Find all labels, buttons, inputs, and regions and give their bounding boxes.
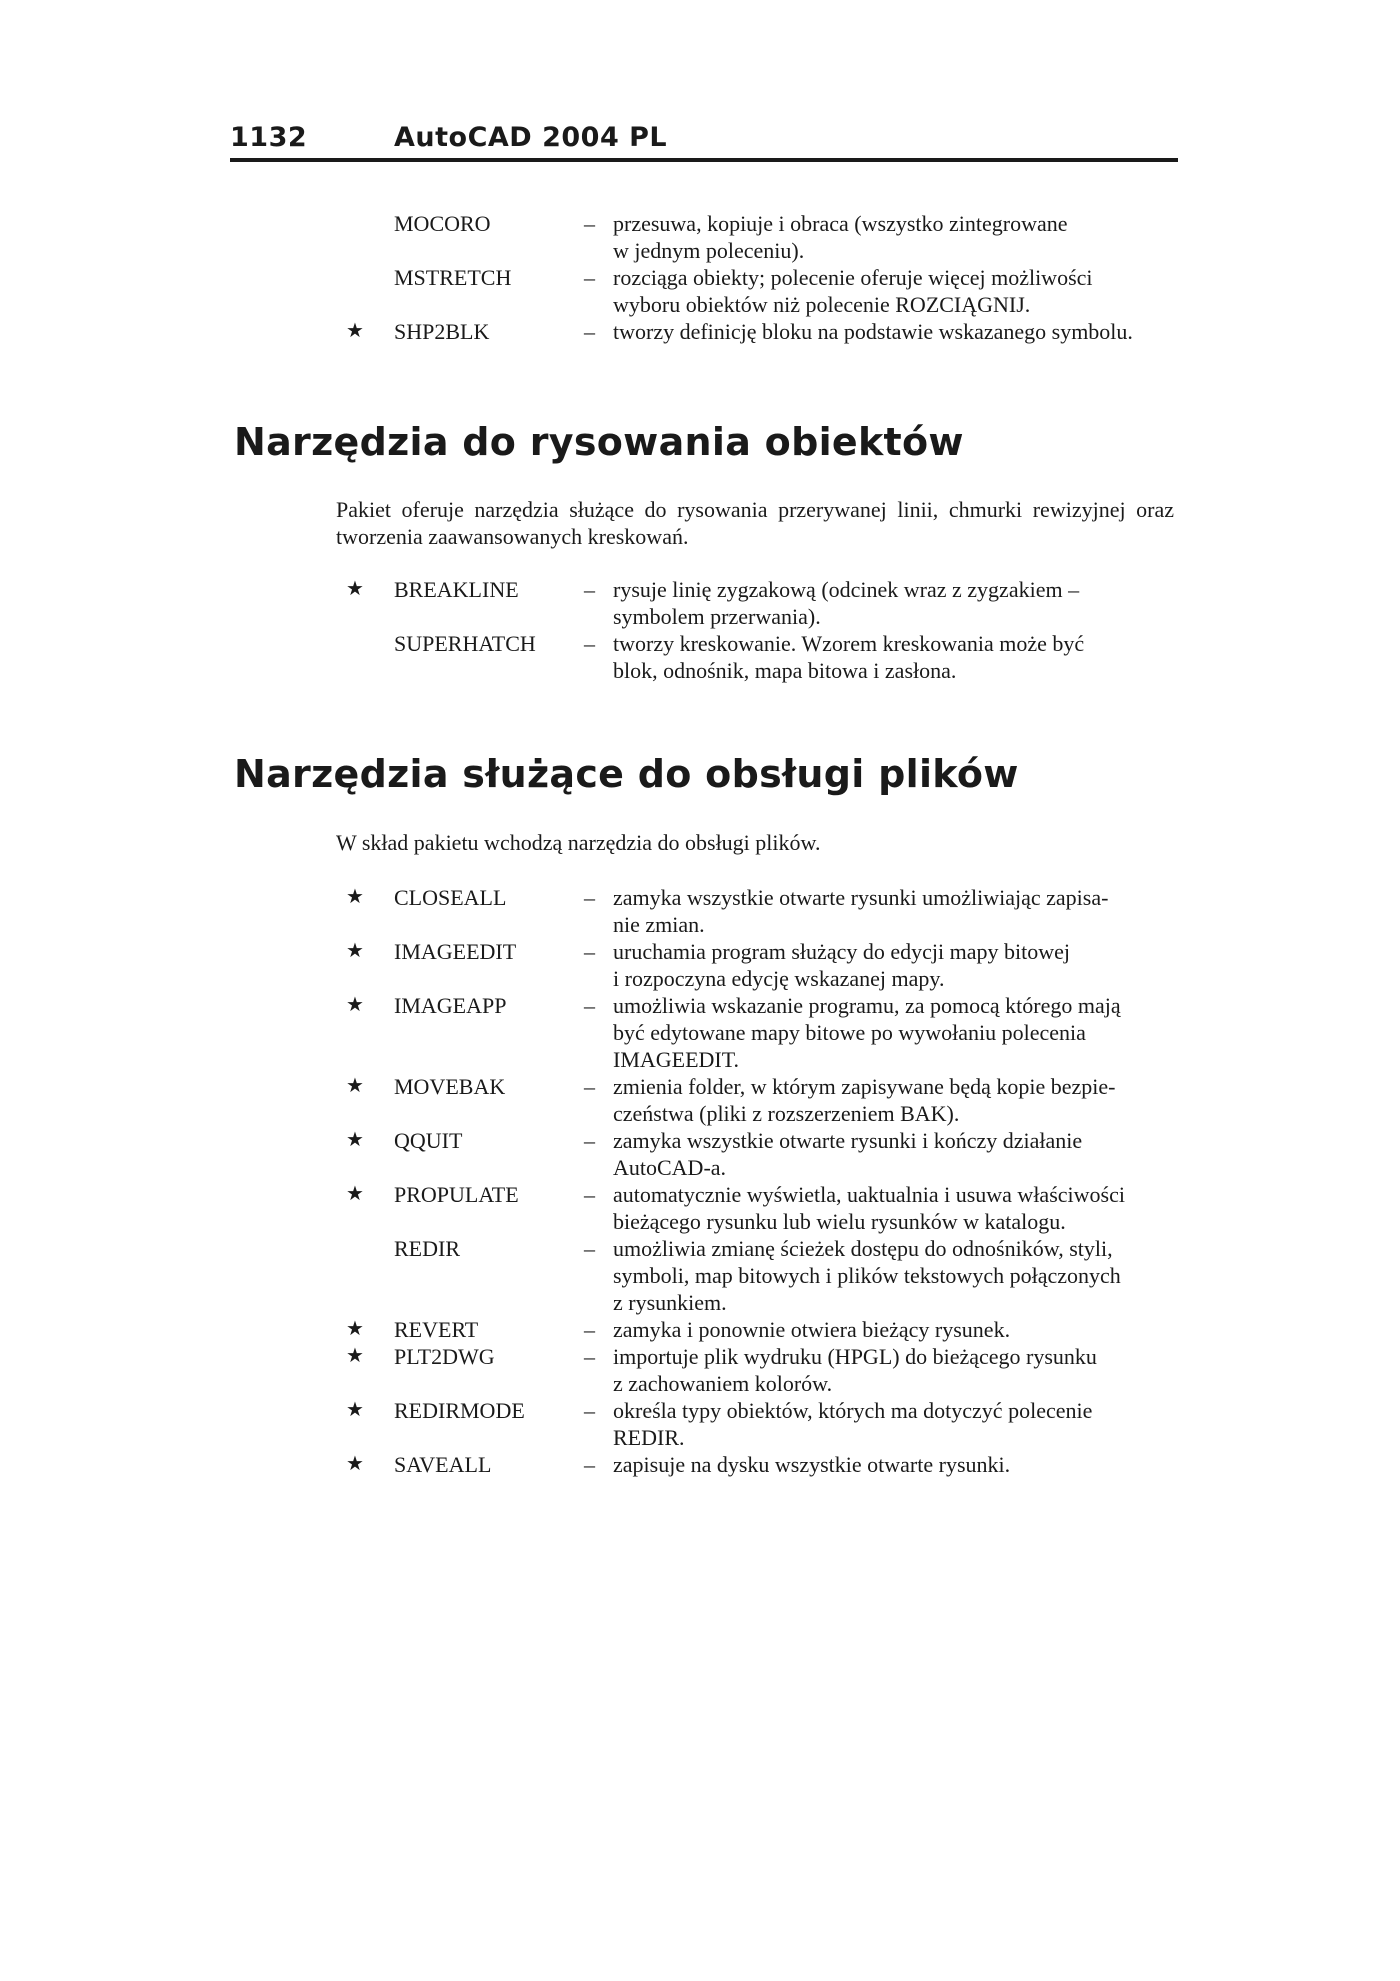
- command-description: uruchamia program służący do edycji mapy bitowej i rozpoczyna edycję wskazanej mapy.: [613, 939, 1070, 991]
- dash-separator: –: [584, 885, 595, 910]
- dash-separator: –: [584, 1182, 595, 1207]
- command-description: zamyka wszystkie otwarte rysunki i kończy działanie AutoCAD-a.: [613, 1128, 1083, 1180]
- command-name: CLOSEALL: [394, 885, 507, 910]
- dash-separator: –: [584, 211, 595, 236]
- star-icon: ★: [346, 1453, 364, 1475]
- dash-separator: –: [584, 993, 595, 1018]
- command-entry: [0, 1073, 1400, 1127]
- star-icon: ★: [346, 1183, 364, 1205]
- command-name: BREAKLINE: [394, 577, 519, 602]
- command-name: MOCORO: [394, 211, 491, 236]
- command-description: określa typy obiektów, których ma dotyczyć polecenie REDIR.: [613, 1398, 1093, 1450]
- command-name: REDIR: [394, 1236, 460, 1261]
- command-name: REDIRMODE: [394, 1398, 525, 1423]
- command-description: zmienia folder, w którym zapisywane będą kopie bezpie- czeństwa (pliki z rozszerzeniem BAK).: [613, 1074, 1116, 1126]
- command-entry: [0, 938, 1400, 992]
- dash-separator: –: [584, 1317, 595, 1342]
- star-icon: ★: [346, 1129, 364, 1151]
- page-number: 1132: [230, 122, 308, 153]
- section-intro-drawing: Pakiet oferuje narzędzia służące do rysowania przerywanej linii, chmurki rewizyjnej oraz tworzenia zaawansowanych kreskowań.: [336, 497, 1174, 549]
- command-entry: [0, 1316, 1400, 1343]
- command-entry: [0, 1181, 1400, 1235]
- star-icon: ★: [346, 578, 364, 600]
- command-entry: [0, 576, 1400, 630]
- command-entry: [0, 1343, 1400, 1397]
- command-description: umożliwia wskazanie programu, za pomocą którego mają być edytowane mapy bitowe po wywołaniu polecenia IMAGEEDIT.: [613, 993, 1121, 1072]
- command-description: tworzy kreskowanie. Wzorem kreskowania może być blok, odnośnik, mapa bitowa i zasłona.: [613, 631, 1085, 683]
- command-entry: [0, 318, 1400, 345]
- dash-separator: –: [584, 1398, 595, 1423]
- command-description: automatycznie wyświetla, uaktualnia i usuwa właściwości bieżącego rysunku lub wielu rysunków w katalogu.: [613, 1182, 1125, 1234]
- command-description: tworzy definicję bloku na podstawie wskazanego symbolu.: [613, 319, 1133, 344]
- command-name: MOVEBAK: [394, 1074, 506, 1099]
- section-intro-files: W skład pakietu wchodzą narzędzia do obsługi plików.: [336, 830, 821, 855]
- command-description: rysuje linię zygzakową (odcinek wraz z zygzakiem – symbolem przerwania).: [613, 577, 1080, 629]
- star-icon: ★: [346, 1075, 364, 1097]
- command-name: QQUIT: [394, 1128, 463, 1153]
- command-description: umożliwia zmianę ścieżek dostępu do odnośników, styli, symboli, map bitowych i plików tekstowych połączonych z rysunkiem.: [613, 1236, 1121, 1315]
- star-icon: ★: [346, 1399, 364, 1421]
- dash-separator: –: [584, 265, 595, 290]
- command-entry: [0, 210, 1400, 264]
- dash-separator: –: [584, 319, 595, 344]
- command-list-top: [0, 210, 1400, 345]
- book-title: AutoCAD 2004 PL: [394, 122, 668, 153]
- command-entry: [0, 1127, 1400, 1181]
- command-description: zapisuje na dysku wszystkie otwarte rysunki.: [613, 1452, 1011, 1477]
- dash-separator: –: [584, 1074, 595, 1099]
- command-entry: [0, 992, 1400, 1073]
- star-icon: ★: [346, 320, 364, 342]
- command-name: SAVEALL: [394, 1452, 492, 1477]
- command-description: importuje plik wydruku (HPGL) do bieżącego rysunku z zachowaniem kolorów.: [613, 1344, 1097, 1396]
- command-entry: [0, 884, 1400, 938]
- command-description: rozciąga obiekty; polecenie oferuje więcej możliwości wyboru obiektów niż polecenie ROZCIĄGNIJ.: [613, 265, 1093, 317]
- dash-separator: –: [584, 1452, 595, 1477]
- command-description: przesuwa, kopiuje i obraca (wszystko zintegrowane w jednym poleceniu).: [613, 211, 1068, 263]
- command-name: REVERT: [394, 1317, 479, 1342]
- dash-separator: –: [584, 939, 595, 964]
- command-name: IMAGEEDIT: [394, 939, 517, 964]
- dash-separator: –: [584, 1344, 595, 1369]
- command-name: SUPERHATCH: [394, 631, 536, 656]
- command-description: zamyka wszystkie otwarte rysunki umożliwiając zapisa- nie zmian.: [613, 885, 1109, 937]
- star-icon: ★: [346, 1318, 364, 1340]
- section-heading-files: Narzędzia służące do obsługi plików: [234, 752, 1019, 796]
- command-entry: [0, 630, 1400, 684]
- command-description: zamyka i ponownie otwiera bieżący rysunek.: [613, 1317, 1011, 1342]
- command-entry: [0, 264, 1400, 318]
- dash-separator: –: [584, 1128, 595, 1153]
- command-entry: [0, 1235, 1400, 1316]
- command-list-files: [0, 884, 1400, 1478]
- command-name: PROPULATE: [394, 1182, 519, 1207]
- star-icon: ★: [346, 886, 364, 908]
- command-entry: [0, 1397, 1400, 1451]
- page-header: [230, 120, 1178, 162]
- command-name: MSTRETCH: [394, 265, 512, 290]
- star-icon: ★: [346, 1345, 364, 1367]
- dash-separator: –: [584, 577, 595, 602]
- command-list-drawing: [0, 576, 1400, 684]
- star-icon: ★: [346, 994, 364, 1016]
- dash-separator: –: [584, 1236, 595, 1261]
- command-name: PLT2DWG: [394, 1344, 495, 1369]
- command-entry: [0, 1451, 1400, 1478]
- command-name: SHP2BLK: [394, 319, 490, 344]
- section-heading-drawing: Narzędzia do rysowania obiektów: [234, 420, 964, 464]
- star-icon: ★: [346, 940, 364, 962]
- command-name: IMAGEAPP: [394, 993, 507, 1018]
- dash-separator: –: [584, 631, 595, 656]
